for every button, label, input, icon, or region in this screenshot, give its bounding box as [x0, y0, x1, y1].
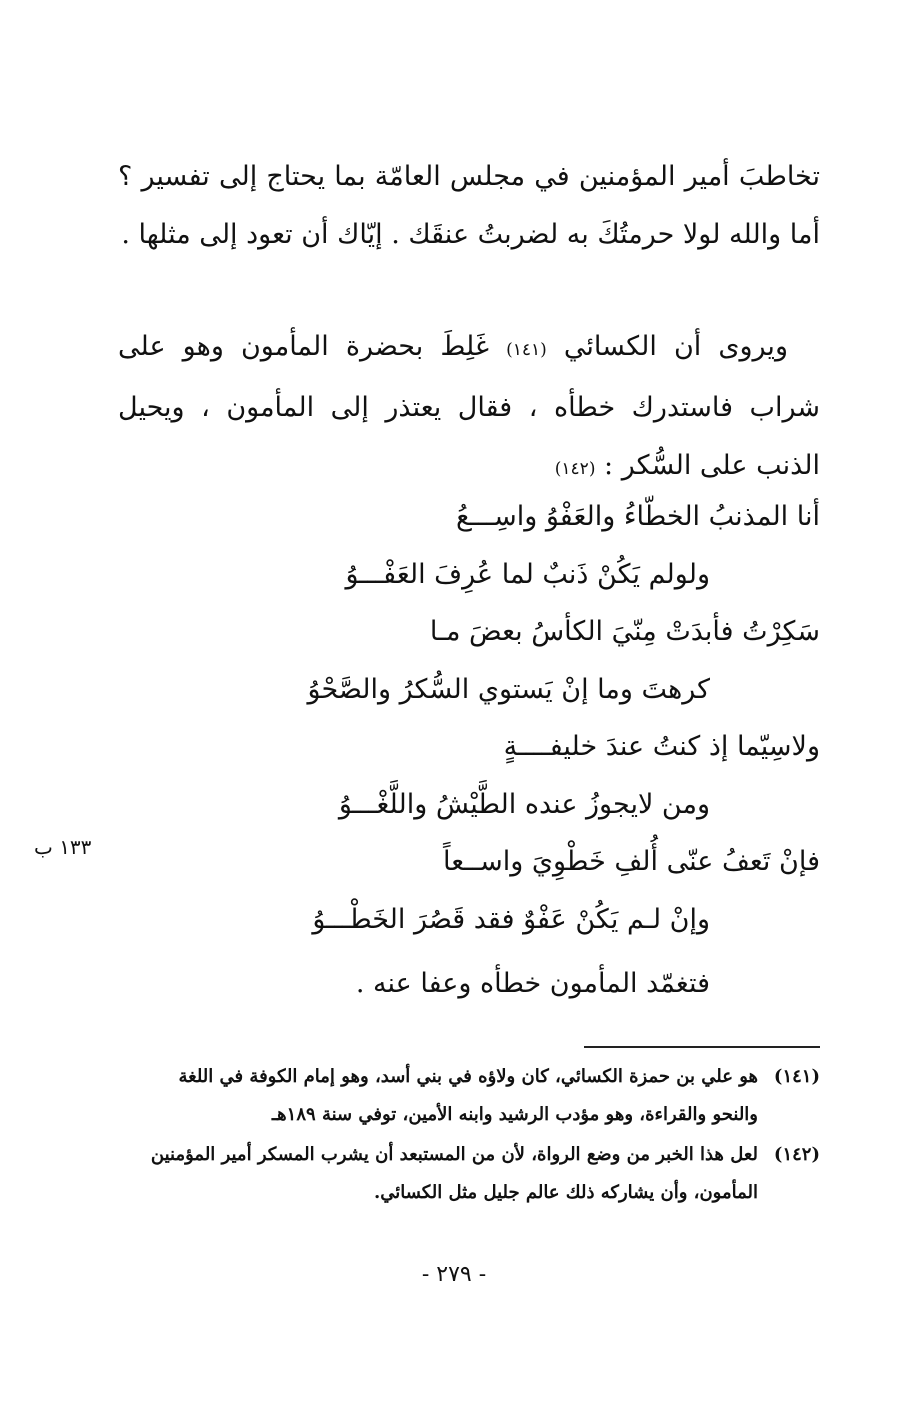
manuscript-folio-note: ١٣٣ ب [34, 835, 92, 859]
footnote-text: والنحو والقراءة، وهو مؤدب الرشيد وابنه الأمين، توفي سنة ١٨٩هـ [271, 1104, 758, 1125]
footnote-text: المأمون، وأن يشاركه ذلك عالم جليل مثل الكسائي. [373, 1182, 758, 1203]
page-number: - ٢٧٩ - [421, 1262, 487, 1287]
footnote-text: هو علي بن حمزة الكسائي، كان ولاؤه في بني أسد، وهو إمام الكوفة في اللغة [178, 1066, 758, 1087]
paragraph-text-middle: غَلِطَ بحضرة المأمون وهو على شراب فاستدرك خطأه ، فقال يعتذر إلى المأمون ، ويحيل الذنب على السُّكر : [118, 331, 820, 481]
footnote-141 [118, 1058, 820, 1134]
footnote-ref-141: (١٤١) [506, 340, 547, 360]
footnote-text: لعل هذا الخبر من وضع الرواة، لأن من المستبعد أن يشرب المسكر أمير المؤمنين [150, 1144, 758, 1165]
paragraph-text-start: ويروى أن الكسائي [563, 331, 788, 362]
poem-line: فإنْ تَعفُ عنّى أُلفِ خَطْوِيَ واســعاً [443, 846, 820, 877]
poem-line: أنا المذنبُ الخطّاءُ والعَفْوُ واسِـــعُ [456, 501, 820, 532]
poem-line: كرهتَ وما إنْ يَستوي السُّكرُ والصَّحْوُ [307, 673, 710, 705]
footnote-number: (١٤٢) [773, 1144, 820, 1165]
footnote-ref-142: (١٤٢) [554, 459, 596, 479]
footnote-142 [118, 1136, 820, 1212]
poem-line: سَكِرْتُ فأبدَتْ مِنّيَ الكأسُ بعضَ مـا [429, 616, 820, 647]
paragraph-continuation: تخاطبَ أمير المؤمنين في مجلس العامّة بما يحتاج إلى تفسير ؟ أما والله لولا حرمتُكَ به لضربتُ عنقَك . إيّاك أن تعود إلى مثلها . [118, 161, 820, 250]
footnote-number: (١٤١) [773, 1066, 820, 1087]
poem-line: ومن لايجوزُ عنده الطَّيْشُ واللَّغْـــوُ [338, 788, 710, 820]
footnote-divider [584, 1046, 820, 1048]
poem-line: وإنْ لـم يَكُنْ عَفْوٌ فقد قَصُرَ الخَطْـــوُ [312, 903, 710, 935]
paragraph-kisai-story [118, 318, 820, 498]
poem-line: ولولم يَكُنْ ذَنبٌ لما عُرِفَ العَفْـــوُ [345, 558, 710, 590]
poem-line: ولاسِيّما إذ كنتُ عندَ خليفــــةٍ [503, 731, 820, 762]
closing-line: فتغمّد المأمون خطأه وعفا عنه . [355, 968, 710, 999]
poem [118, 488, 820, 948]
